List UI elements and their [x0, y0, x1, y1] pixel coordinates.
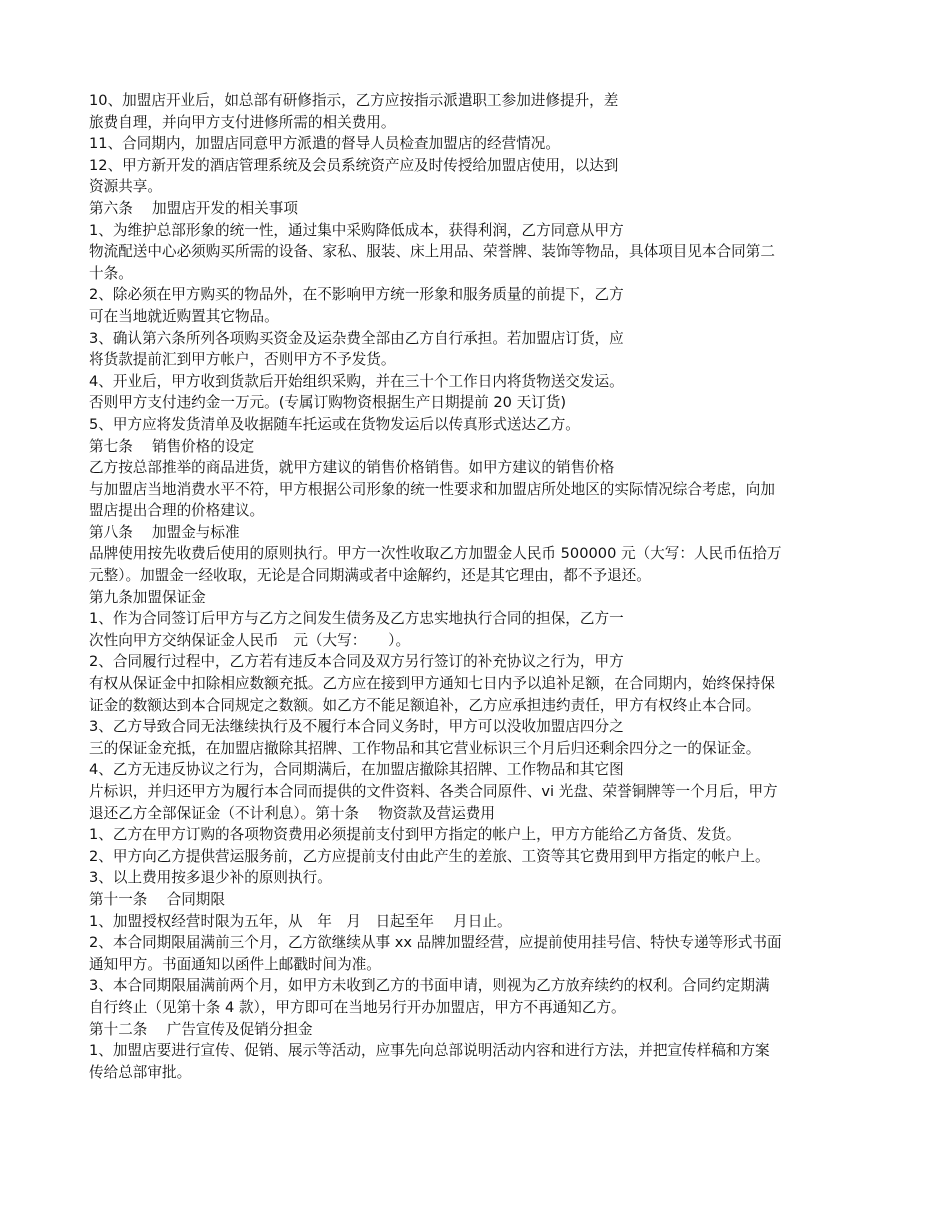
section-heading: 第十一条 合同期限 [89, 890, 225, 908]
text-line: 盟店提出合理的价格建议。 [89, 502, 265, 520]
text-line: 资源共享。 [89, 178, 162, 196]
text-line: 1、加盟授权经营时限为五年，从 年 月 日起至年 月日止。 [89, 912, 512, 930]
text-line: 3、乙方导致合同无法继续执行及不履行本合同义务时，甲方可以没收加盟店四分之 [89, 718, 624, 736]
text-line: 物流配送中心必须购买所需的设备、家私、服装、床上用品、荣誉牌、装饰等物品，具体项目见本合同第二 [89, 243, 775, 261]
text-line: 退还乙方全部保证金（不计利息）。第十条 物资款及营运费用 [89, 804, 495, 822]
text-line: 乙方按总部推举的商品进货，就甲方建议的销售价格销售。如甲方建议的销售价格 [89, 459, 615, 477]
text-line: 4、开业后，甲方收到货款后开始组织采购，并在三十个工作日内将货物送交发运。 [89, 372, 624, 390]
text-line: 3、本合同期限届满前两个月，如甲方未收到乙方的书面申请，则视为乙方放弃续约的权利。合同约定期满 [89, 977, 770, 995]
text-line: 自行终止（见第十条 4 款），甲方即可在当地另行开办加盟店，甲方不再通知乙方。 [89, 998, 626, 1016]
text-line: 2、甲方向乙方提供营运服务前，乙方应提前支付由此产生的差旅、工资等其它费用到甲方指定的帐户上。 [89, 847, 770, 865]
text-line: 1、为维护总部形象的统一性，通过集中采购降低成本，获得利润，乙方同意从甲方 [89, 221, 624, 239]
text-line: 12、甲方新开发的酒店管理系统及会员系统资产应及时传授给加盟店使用，以达到 [89, 156, 619, 174]
text-line: 有权从保证金中扣除相应数额充抵。乙方应在接到甲方通知七日内予以追补足额，在合同期内，始终保持保 [89, 675, 775, 693]
text-line: 传给总部审批。 [89, 1063, 192, 1081]
text-line: 4、乙方无违反协议之行为，合同期满后，在加盟店撤除其招牌、工作物品和其它图 [89, 761, 624, 779]
text-line: 1、作为合同签订后甲方与乙方之间发生债务及乙方忠实地执行合同的担保，乙方一 [89, 610, 624, 628]
text-line: 品牌使用按先收费后使用的原则执行。甲方一次性收取乙方加盟金人民币 500000 元（大写：人民币伍拾万 [89, 545, 782, 563]
text-line: 3、确认第六条所列各项购买资金及运杂费全部由乙方自行承担。若加盟店订货，应 [89, 329, 624, 347]
text-line: 十条。 [89, 264, 133, 282]
section-heading: 第十二条 广告宣传及促销分担金 [89, 1020, 313, 1038]
text-line: 次性向甲方交纳保证金人民币 元（大写： ）。 [89, 631, 411, 649]
text-line: 将货款提前汇到甲方帐户，否则甲方不予发货。 [89, 351, 396, 369]
text-line: 证金的数额达到本合同规定之数额。如乙方不能足额追补，乙方应承担违约责任，甲方有权终止本合同。 [89, 696, 761, 714]
text-line: 2、除必须在甲方购买的物品外，在不影响甲方统一形象和服务质量的前提下，乙方 [89, 286, 624, 304]
text-line: 10、加盟店开业后，如总部有研修指示，乙方应按指示派遣职工参加进修提升，差 [89, 92, 619, 109]
text-line: 3、以上费用按多退少补的原则执行。 [89, 869, 332, 887]
document-page [89, 90, 879, 1083]
text-line: 5、甲方应将发货清单及收据随车托运或在货物发运后以传真形式送达乙方。 [89, 415, 580, 433]
text-line: 1、乙方在甲方订购的各项物资费用必须提前支付到甲方指定的帐户上，甲方方能给乙方备货、发货。 [89, 826, 741, 844]
section-heading: 第六条 加盟店开发的相关事项 [89, 199, 298, 217]
text-line: 与加盟店当地消费水平不符，甲方根据公司形象的统一性要求和加盟店所处地区的实际情况综合考虑，向加 [89, 480, 775, 498]
section-heading: 第八条 加盟金与标准 [89, 523, 240, 541]
text-line: 2、本合同期限届满前三个月，乙方欲继续从事 xx 品牌加盟经营，应提前使用挂号信、特快专递等形式书面 [89, 934, 782, 952]
text-line: 三的保证金充抵，在加盟店撤除其招牌、工作物品和其它营业标识三个月后归还剩余四分之一的保证金。 [89, 739, 761, 757]
text-line: 可在当地就近购置其它物品。 [89, 307, 279, 325]
section-heading: 第九条加盟保证金 [89, 588, 206, 606]
text-line: 否则甲方支付违约金一万元。(专属订购物资根据生产日期提前 20 天订货) [89, 394, 567, 412]
text-line: 1、加盟店要进行宣传、促销、展示等活动，应事先向总部说明活动内容和进行方法，并把宣传样稿和方案 [89, 1042, 770, 1060]
text-line: 片标识，并归还甲方为履行本合同而提供的文件资料、各类合同原件、vi 光盘、荣誉铜牌等一个月后，甲方 [89, 783, 778, 800]
text-line: 2、合同履行过程中，乙方若有违反本合同及双方另行签订的补充协议之行为，甲方 [89, 653, 624, 671]
text-line: 11、合同期内，加盟店同意甲方派遣的督导人员检查加盟店的经营情况。 [89, 135, 560, 153]
text-line: 通知甲方。书面通知以函件上邮戳时间为准。 [89, 955, 381, 973]
text-line: 元整）。加盟金一经收取，无论是合同期满或者中途解约，还是其它理由，都不予退还。 [89, 567, 651, 585]
section-heading: 第七条 销售价格的设定 [89, 437, 255, 455]
text-line: 旅费自理，并向甲方支付进修所需的相关费用。 [89, 113, 396, 131]
